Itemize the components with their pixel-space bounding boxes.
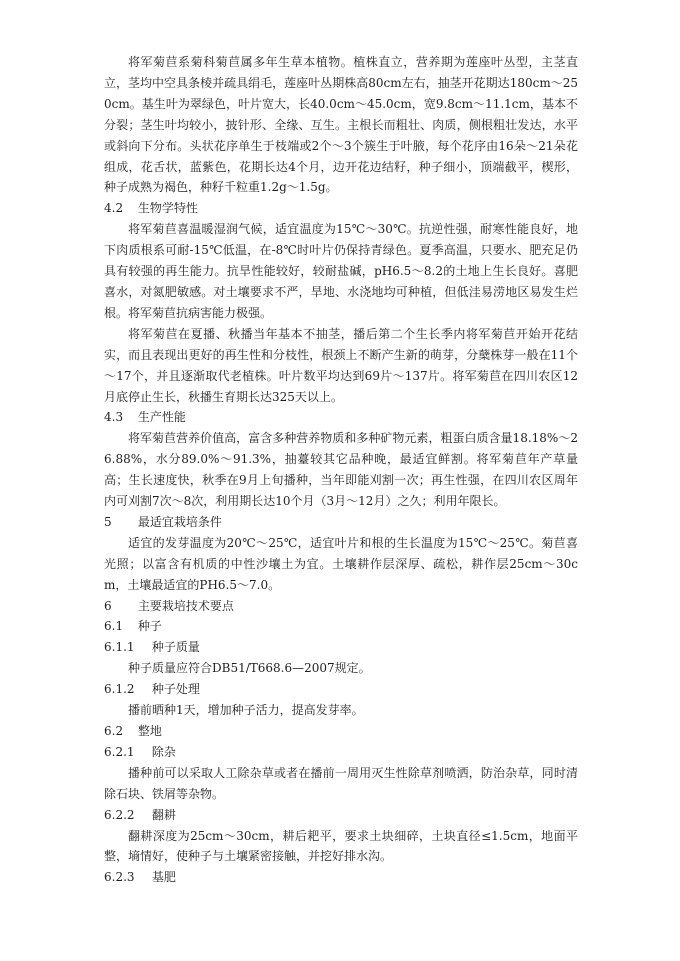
paragraph-seed-treatment: 播前晒种1天，增加种子活力，提高发芽率。 (128, 703, 364, 718)
heading-number: 4.2 (104, 201, 124, 216)
paragraph-seed-quality: 种子质量应符合DB51/T668.6—2007规定。 (128, 661, 371, 676)
heading-title: 基肥 (151, 870, 176, 885)
heading-4-3 (104, 407, 578, 428)
heading-number: 6.2.3 (104, 870, 135, 885)
paragraph-biology-2: 将军菊苣在夏播、秋播当年基本不抽茎，播后第二个生长季内将军菊苣开始开花结实，而且表现出更好的再生性和分枝性，根颈上不断产生新的萌芽，分蘖株芽一般在11个～17个，并且逐渐取代老植株。叶片数平均达到69片～137片。将军菊苣在四川农区12月底停止生长，秋播生育期长达325天以上。 (104, 326, 578, 404)
heading-title: 种子质量 (151, 640, 200, 655)
heading-title: 种子 (137, 619, 162, 634)
heading-title: 翻耕 (151, 807, 176, 822)
heading-number: 5 (104, 514, 112, 529)
heading-title: 除杂 (151, 744, 176, 759)
heading-title: 生物学特性 (137, 201, 198, 216)
document-body (104, 52, 578, 888)
heading-number: 6.2 (104, 724, 124, 738)
paragraph-conditions: 适宜的发芽温度为20℃～25℃，适宜叶片和根的生长温度为15℃～25℃。菊苣喜光照；以富含有机质的中性沙壤土为宜。土壤耕作层深厚、疏松，耕作层25cm～30cm，土壤最适宜的PH6.5～7.0。 (104, 535, 578, 592)
paragraph-biology-1: 将军菊苣喜温暖湿润气候，适宜温度为15℃～30℃。抗逆性强，耐寒性能良好，地下肉质根系可耐-15℃低温，在-8℃时叶片仍保持青绿色。夏季高温，只要水、肥充足仍具有较强的再生能力。抗旱性能较好，较耐盐碱，pH6.5～8.2的土地上生长良好。喜肥喜水，对氮肥敏感。对土壤要求不严，旱地、水浇地均可种植，但低洼易涝地区易发生烂根。将军菊苣抗病害能力极强。 (104, 222, 578, 320)
paragraph-morphology: 将军菊苣系菊科菊苣属多年生草本植物。植株直立，营养期为莲座叶丛型，主茎直立，茎均中空具条棱并疏具绢毛，莲座叶丛期株高80cm左右，抽茎开花期达180cm～250cm。基生叶为翠绿色，叶片宽大，长40.0cm～45.0cm，宽9.8cm～11.1cm，基本不分裂；茎生叶均较小，披针形、全缘、互生。主根长而粗壮、肉质，侧根粗壮发达，水平或斜向下分布。头状花序单生于枝端或2个～3个簇生于叶腋，每个花序由16朵～21朵花组成，花舌状，蓝紫色，花期长达4个月，边开花边结籽，种子细小，顶端截平，楔形，种子成熟为褐色，种籽千粒重1.2g～1.5g。 (104, 55, 578, 195)
heading-6-1-1 (104, 637, 578, 658)
heading-6-2-2 (104, 805, 578, 826)
heading-title: 生产性能 (137, 410, 186, 425)
heading-6-1 (104, 616, 578, 637)
heading-title: 主要栽培技术要点 (137, 598, 234, 613)
heading-number: 6.2.2 (104, 807, 135, 822)
heading-number: 6 (104, 598, 112, 613)
heading-number: 6.1 (104, 619, 124, 634)
paragraph-performance: 将军菊苣营养价值高，富含多种营养物质和多种矿物元素，粗蛋白质含量18.18%～26.88%，水分89.0%～91.3%，抽薹较其它品种晚，最适宜鲜割。将军菊苣年产草量高；生长速度快，秋季在9月上旬播种，当年即能刈割一次；再生性强，在四川农区周年内可刈割7次～8次，利用期长达10个月（3月～12月）之久；利用年限长。 (104, 431, 578, 509)
heading-6-2 (104, 721, 578, 742)
heading-5 (104, 512, 578, 533)
paragraph-weeding: 播种前可以采取人工除杂草或者在播前一周用灭生性除草剂喷洒，防治杂草，同时清除石块、铁屑等杂物。 (104, 765, 578, 801)
heading-number: 6.2.1 (104, 744, 135, 759)
heading-number: 6.1.2 (104, 682, 135, 697)
heading-title: 最适宜栽培条件 (137, 514, 222, 529)
heading-6-2-3 (104, 867, 578, 888)
heading-number: 6.1.1 (104, 640, 135, 655)
heading-6-2-1 (104, 742, 578, 763)
heading-number: 4.3 (104, 410, 124, 425)
paragraph-plowing: 翻耕深度为25cm～30cm，耕后耙平，要求土块细碎，土块直径≤1.5cm，地面平整，墒情好，使种子与土壤紧密接触，并挖好排水沟。 (104, 828, 578, 864)
heading-4-2 (104, 198, 578, 219)
heading-6 (104, 596, 578, 617)
heading-title: 种子处理 (151, 682, 200, 697)
heading-title: 整地 (137, 724, 162, 738)
heading-6-1-2 (104, 679, 578, 700)
